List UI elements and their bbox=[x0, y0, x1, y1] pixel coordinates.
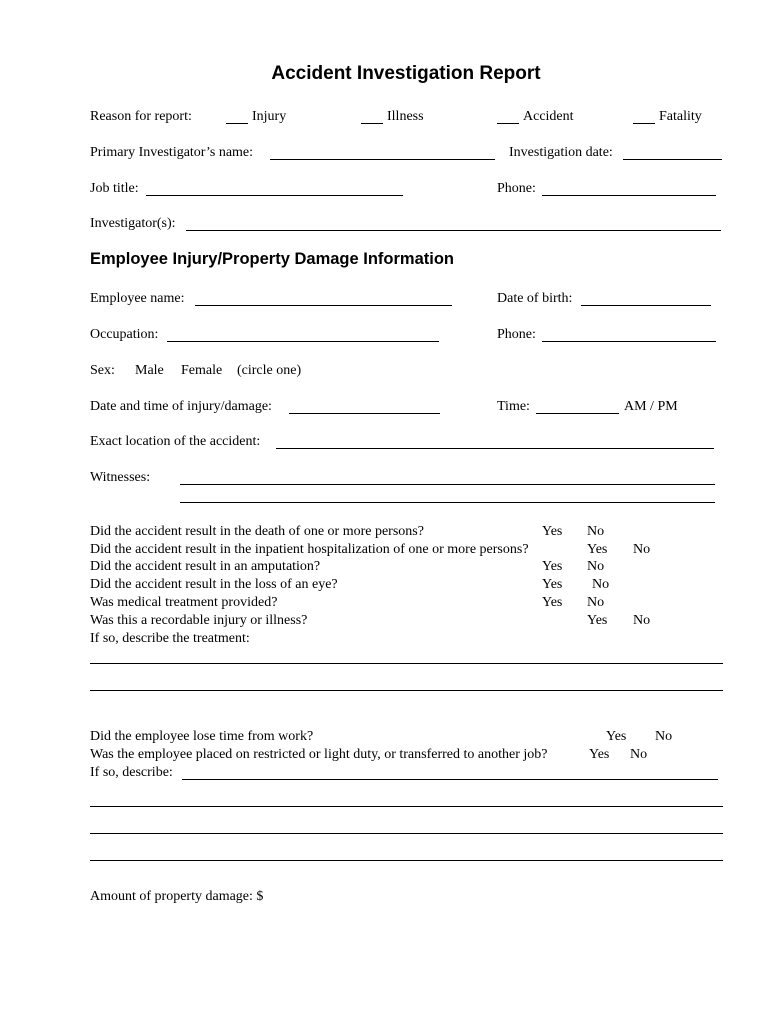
job-title-field[interactable] bbox=[146, 195, 403, 196]
dob-field[interactable] bbox=[581, 305, 711, 306]
question-lost-time-no[interactable]: No bbox=[655, 729, 673, 744]
sex-female-option[interactable]: Female bbox=[181, 363, 223, 378]
employee-phone-label: Phone: bbox=[497, 327, 536, 342]
job-title-label: Job title: bbox=[90, 181, 139, 196]
investigation-date-field[interactable] bbox=[623, 159, 722, 160]
question-lost-time-yes[interactable]: Yes bbox=[606, 729, 627, 744]
employee-name-field[interactable] bbox=[195, 305, 452, 306]
question-restricted-yes[interactable]: Yes bbox=[589, 747, 610, 762]
question-recordable: Was this a recordable injury or illness? bbox=[90, 613, 308, 628]
treatment-label: If so, describe the treatment: bbox=[90, 631, 250, 646]
reason-illness-label: Illness bbox=[387, 109, 424, 124]
investigators-field[interactable] bbox=[186, 230, 721, 231]
page-title: Accident Investigation Report bbox=[271, 63, 541, 84]
sex-note: (circle one) bbox=[237, 363, 302, 378]
describe-label: If so, describe: bbox=[90, 765, 173, 780]
question-eye-no[interactable]: No bbox=[592, 577, 610, 592]
investigation-date-label: Investigation date: bbox=[509, 145, 613, 160]
describe-field-4[interactable] bbox=[90, 860, 723, 861]
reason-injury-label: Injury bbox=[252, 109, 287, 124]
occupation-label: Occupation: bbox=[90, 327, 159, 342]
describe-field-3[interactable] bbox=[90, 833, 723, 834]
describe-field-1[interactable] bbox=[182, 779, 718, 780]
witnesses-label: Witnesses: bbox=[90, 470, 151, 485]
question-hospitalization-yes[interactable]: Yes bbox=[587, 542, 608, 557]
question-death: Did the accident result in the death of one or more persons? bbox=[90, 524, 424, 539]
location-label: Exact location of the accident: bbox=[90, 434, 261, 449]
section-heading: Employee Injury/Property Damage Information bbox=[90, 250, 454, 268]
question-medical-yes[interactable]: Yes bbox=[542, 595, 563, 610]
employee-name-label: Employee name: bbox=[90, 291, 185, 306]
investigator-phone-field[interactable] bbox=[542, 195, 716, 196]
sex-label: Sex: bbox=[90, 363, 115, 378]
question-death-no[interactable]: No bbox=[587, 524, 605, 539]
reason-fatality-label: Fatality bbox=[659, 109, 702, 124]
describe-field-2[interactable] bbox=[90, 806, 723, 807]
question-hospitalization-no[interactable]: No bbox=[633, 542, 651, 557]
reason-fatality-blank[interactable] bbox=[633, 123, 655, 124]
question-recordable-yes[interactable]: Yes bbox=[587, 613, 608, 628]
treatment-field-2[interactable] bbox=[90, 690, 723, 691]
reason-illness-blank[interactable] bbox=[361, 123, 383, 124]
question-restricted: Was the employee placed on restricted or light duty, or transferred to another job? bbox=[90, 747, 548, 762]
sex-male-option[interactable]: Male bbox=[135, 363, 164, 378]
question-amputation-no[interactable]: No bbox=[587, 559, 605, 574]
reason-label: Reason for report: bbox=[90, 109, 192, 124]
injury-datetime-label: Date and time of injury/damage: bbox=[90, 399, 272, 414]
investigator-phone-label: Phone: bbox=[497, 181, 536, 196]
investigators-label: Investigator(s): bbox=[90, 216, 176, 231]
treatment-field-1[interactable] bbox=[90, 663, 723, 664]
property-damage-label: Amount of property damage: $ bbox=[90, 889, 264, 904]
location-field[interactable] bbox=[276, 448, 714, 449]
question-death-yes[interactable]: Yes bbox=[542, 524, 563, 539]
question-hospitalization: Did the accident result in the inpatient hospitalization of one or more persons? bbox=[90, 542, 529, 557]
employee-phone-field[interactable] bbox=[542, 341, 716, 342]
reason-injury-blank[interactable] bbox=[226, 123, 248, 124]
reason-accident-blank[interactable] bbox=[497, 123, 519, 124]
time-label: Time: bbox=[497, 399, 530, 414]
witnesses-field-2[interactable] bbox=[180, 502, 715, 503]
primary-investigator-field[interactable] bbox=[270, 159, 495, 160]
dob-label: Date of birth: bbox=[497, 291, 573, 306]
question-amputation: Did the accident result in an amputation? bbox=[90, 559, 321, 574]
question-amputation-yes[interactable]: Yes bbox=[542, 559, 563, 574]
question-lost-time: Did the employee lose time from work? bbox=[90, 729, 314, 744]
reason-accident-label: Accident bbox=[523, 109, 574, 124]
question-recordable-no[interactable]: No bbox=[633, 613, 651, 628]
question-medical: Was medical treatment provided? bbox=[90, 595, 278, 610]
question-eye-yes[interactable]: Yes bbox=[542, 577, 563, 592]
occupation-field[interactable] bbox=[167, 341, 439, 342]
question-restricted-no[interactable]: No bbox=[630, 747, 648, 762]
ampm-option[interactable]: AM / PM bbox=[624, 399, 678, 414]
time-field[interactable] bbox=[536, 413, 619, 414]
question-eye: Did the accident result in the loss of an eye? bbox=[90, 577, 338, 592]
question-medical-no[interactable]: No bbox=[587, 595, 605, 610]
injury-datetime-field[interactable] bbox=[289, 413, 440, 414]
primary-investigator-label: Primary Investigator’s name: bbox=[90, 145, 254, 160]
witnesses-field-1[interactable] bbox=[180, 484, 715, 485]
